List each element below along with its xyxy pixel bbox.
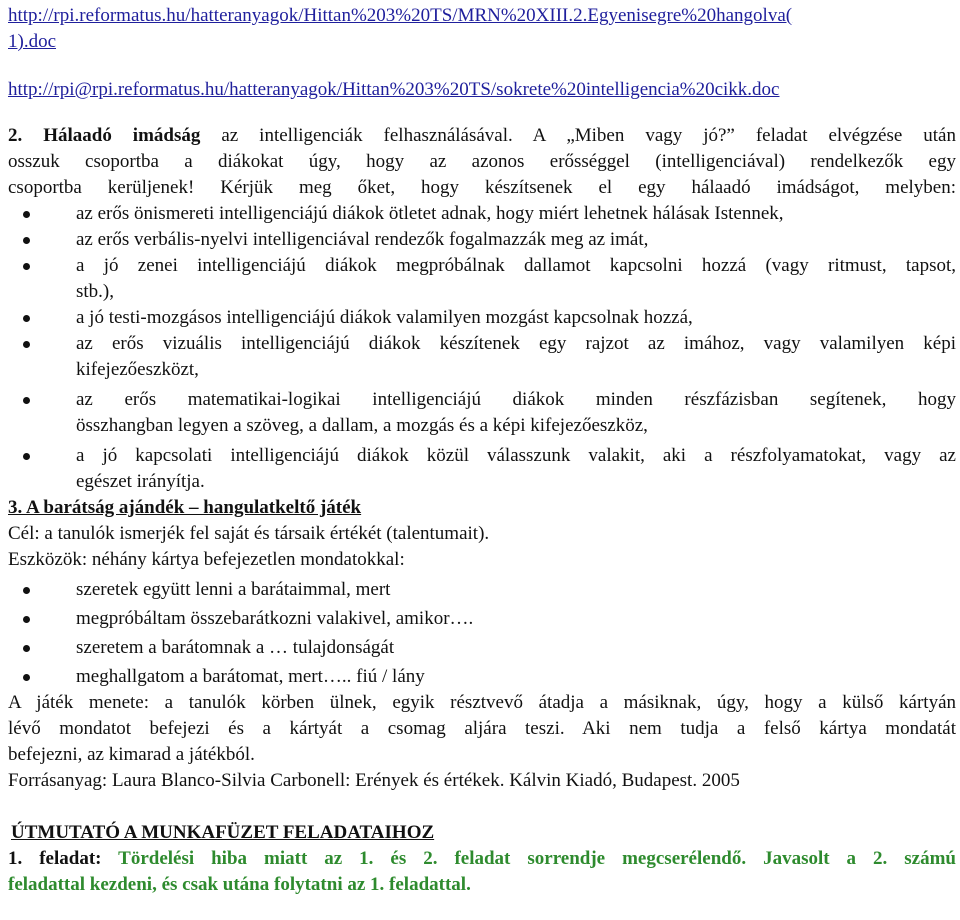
link-1[interactable] [8,3,956,29]
section-3-goal: Cél: a tanulók ismerjék fel saját és társaik értékét (talentumait). [8,523,490,544]
list-item [8,443,956,495]
section-3-bullet-list [8,577,956,690]
section-2-bullet-list [8,201,956,495]
list-item-text-cont: stb.), [76,281,114,302]
list-item-text: szeretem a barátomnak a … tulajdonságát [76,637,395,658]
guide-heading: ÚTMUTATÓ A MUNKAFÜZET FELADATAIHOZ [11,822,435,843]
list-item [8,664,956,690]
list-item-text: az erős matematikai-logikai intelligenciájú diákok minden részfázisban segítenek, hogy [76,389,956,410]
list-item-text: meghallgatom a barátomat, mert….. fiú / lány [76,666,425,687]
bullet-icon [23,237,30,244]
link-2[interactable] [8,77,956,103]
list-item-text-cont: egészet irányítja. [76,471,205,492]
list-item-text-cont: kifejezőeszközt, [76,359,199,380]
game-description-line-1: A játék menete: a tanulók körben ülnek, egyik résztvevő átadja a másiknak, úgy, hogy a külső kártyán [8,692,956,713]
section-2-heading: 2. Hálaadó imádság [8,125,201,146]
list-item [8,305,956,331]
guide-task-line-1 [8,846,956,872]
bullet-icon [23,211,30,218]
list-item-text: az erős önismereti intelligenciájú diákok ötletet adnak, hogy miért lehetnek hálásak Istennek, [76,203,784,224]
list-item [8,253,956,305]
bullet-icon [23,453,30,460]
game-description-line-2: lévő mondatot befejezi és a kártyát a csomag aljára teszi. Aki nem tudja a felső kártya mondatát [8,718,956,739]
list-item [8,331,956,383]
bullet-icon [23,397,30,404]
list-item-text: az erős verbális-nyelvi intelligenciával rendezők fogalmazzák meg az imát, [76,229,649,250]
section-2-line-2: osszuk csoportba a diákokat úgy, hogy az azonos erősséggel (intelligenciával) rendelkezők egy [8,151,956,172]
link-1-continued[interactable] [8,29,956,55]
list-item-text: a jó kapcsolati intelligenciájú diákok közül válasszunk valakit, aki a részfolyamatokat, vagy az [76,445,956,466]
link-2-text[interactable]: http://rpi@rpi.reformatus.hu/hatteranyagok/Hittan%203%20TS/sokrete%20intelligencia%20cikk.doc [8,79,780,100]
list-item-text: megpróbáltam összebarátkozni valakivel, amikor…. [76,608,474,629]
document-page [8,0,956,898]
list-item [8,635,956,661]
bullet-icon [23,315,30,322]
list-item [8,606,956,632]
section-3-heading: 3. A barátság ajándék – hangulatkeltő játék [8,497,362,518]
list-item [8,227,956,253]
list-item-text: az erős vizuális intelligenciájú diákok készítenek egy rajzot az imához, vagy valamilyen képi [76,333,956,354]
list-item-text-cont: összhangban legyen a szöveg, a dallam, a mozgás és a képi kifejezőeszköz, [76,415,648,436]
bullet-icon [23,674,30,681]
link-1-text-end[interactable]: 1).doc [8,31,57,52]
task-text: Tördelési hiba miatt az 1. és 2. feladat sorrendje megcserélendő. Javasolt a 2. számú [101,848,956,869]
bullet-icon [23,645,30,652]
bullet-icon [23,263,30,270]
section-2-line-1 [8,123,956,149]
list-item [8,577,956,603]
list-item-text: a jó testi-mozgásos intelligenciájú diákok valamilyen mozgást kapcsolnak hozzá, [76,307,693,328]
list-item-text: szeretek együtt lenni a barátaimmal, mert [76,579,391,600]
game-description-line-3: befejezni, az kimarad a játékból. [8,744,255,765]
bullet-icon [23,616,30,623]
section-2-line-3: csoportba kerüljenek! Kérjük meg őket, hogy készítsenek el egy hálaadó imádságot, melyben: [8,177,956,198]
link-1-text[interactable]: http://rpi.reformatus.hu/hatteranyagok/Hittan%203%20TS/MRN%20XIII.2.Egyenisegre%20hangolva( [8,5,793,26]
bullet-icon [23,341,30,348]
bullet-icon [23,587,30,594]
section-3-tools: Eszközök: néhány kártya befejezetlen mondatokkal: [8,549,405,570]
list-item-text: a jó zenei intelligenciájú diákok megpróbálnak dallamot kapcsolni hozzá (vagy ritmust, tapsot, [76,255,956,276]
guide-task-line-2: feladattal kezdeni, és csak utána folytatni az 1. feladattal. [8,874,471,895]
task-label: 1. feladat: [8,848,102,869]
source-reference: Forrásanyag: Laura Blanco-Silvia Carbonell: Erények és értékek. Kálvin Kiadó, Budapest. 2005 [8,770,740,791]
section-2-line-1-text: az intelligenciák felhasználásával. A „Miben vagy jó?” feladat elvégzése után [200,125,956,146]
list-item [8,201,956,227]
list-item [8,387,956,439]
